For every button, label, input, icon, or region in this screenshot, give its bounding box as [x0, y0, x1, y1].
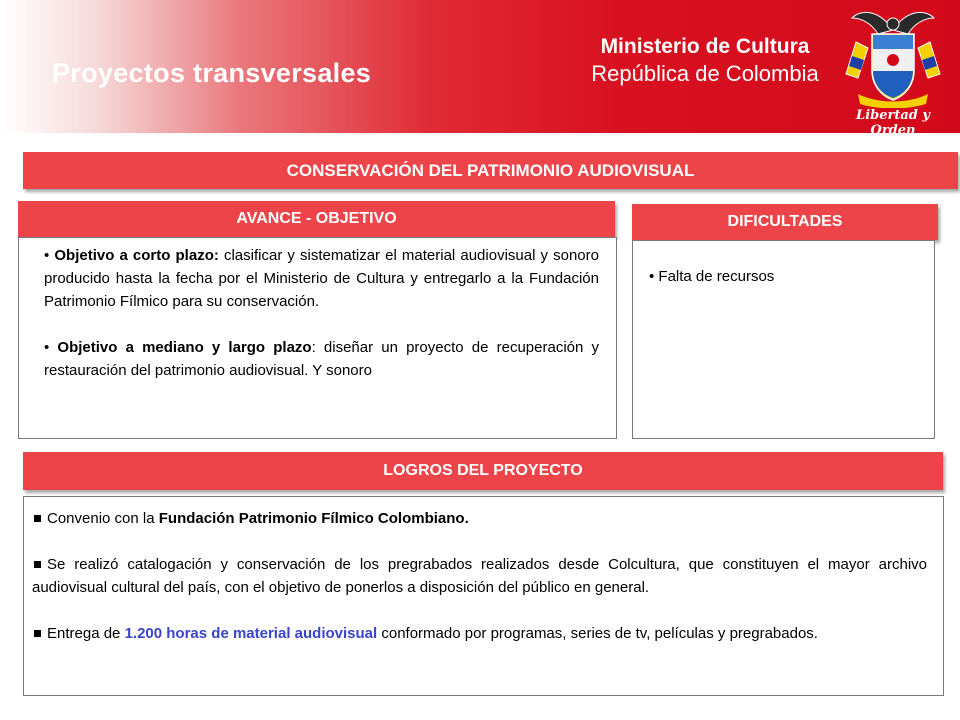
logro-text: Se realizó catalogación y conservación de los pregrabados realizados desde Colcultura, que constituyen el mayor archivo audiovisual cultural del país, con el objetivo de ponerlos a disposición del público en general.: [32, 556, 927, 596]
ministry-block: [560, 34, 850, 88]
list-item: [32, 553, 927, 599]
logro-text: conformado por programas, series de tv, películas y pregrabados.: [377, 625, 818, 642]
dificultades-box: [632, 240, 935, 439]
objective-lead: Objetivo a mediano y largo plazo: [57, 339, 312, 356]
logro-text: Convenio con la: [47, 510, 159, 527]
list-item: • Objetivo a mediano y largo plazo: diseñar un proyecto de recuperación y restauración del patrimonio audiovisual. Y sonoro: [44, 339, 599, 379]
dificultades-header: DIFICULTADES: [632, 204, 938, 240]
objective-text: clasificar y sistematizar el material audiovisual y sonoro producido hasta la fecha por el Ministerio de Cultura y entregarlo a la Fundación Patrimonio Fílmico para su conservación.: [44, 247, 599, 310]
square-bullet-icon: [34, 515, 41, 522]
main-section-bar: CONSERVACIÓN DEL PATRIMONIO AUDIOVISUAL: [23, 152, 958, 189]
list-item: • Objetivo a corto plazo: clasificar y sistematizar el material audiovisual y sonoro producido hasta la fecha por el Ministerio de Cultura y entregarlo a la Fundación Patrimonio Fílmico para su conservación.: [44, 247, 599, 310]
list-item: • Falta de recursos: [649, 268, 775, 285]
crest-graphic: [838, 4, 948, 108]
logro-highlight: 1.200 horas de material audiovisual: [124, 625, 378, 642]
difficulty-text: Falta de recursos: [658, 268, 775, 285]
objective-text: : diseñar un proyecto de recuperación y restauración del patrimonio audiovisual. Y sonoro: [44, 339, 599, 379]
avance-objetivo-header: AVANCE - OBJETIVO: [18, 201, 615, 237]
colombia-coat-of-arms-icon: [838, 4, 948, 138]
crest-motto: Libertad y Orden: [856, 108, 930, 138]
list-item: [32, 622, 927, 645]
logro-text: Entrega de: [47, 625, 125, 642]
country-name: República de Colombia: [591, 61, 819, 86]
logros-box: [23, 496, 944, 696]
page-title: Proyectos transversales: [52, 58, 372, 88]
square-bullet-icon: [34, 630, 41, 637]
logro-bold: Fundación Patrimonio Fílmico Colombiano.: [158, 510, 469, 527]
logros-header: LOGROS DEL PROYECTO: [23, 452, 943, 490]
header-banner: [0, 0, 960, 138]
square-bullet-icon: [34, 561, 41, 568]
avance-objetivo-box: [18, 237, 617, 439]
ministry-name: Ministerio de Cultura: [600, 35, 810, 58]
objective-lead: Objetivo a corto plazo:: [54, 247, 219, 264]
list-item: [32, 507, 927, 530]
